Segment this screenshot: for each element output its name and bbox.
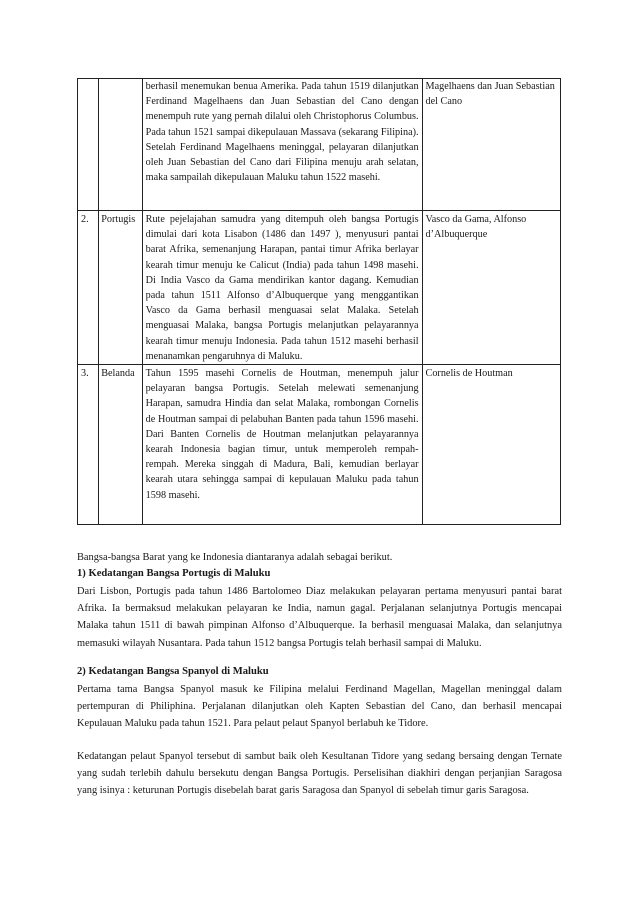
nation-cell <box>99 79 142 211</box>
figures-cell: Vasco da Gama, Alfonso d’Albuquerque <box>422 211 560 365</box>
table-row <box>78 211 561 365</box>
table-row <box>78 79 561 211</box>
section-1-heading: 1) Kedatangan Bangsa Portugis di Maluku <box>77 568 271 579</box>
description-cell: Rute pejelajahan samudra yang ditempuh oleh bangsa Portugis dimulai dari kota Lisabon (1486 dan 1497 ), menyusuri pantai barat Afrika, semenanjung Harapan, pantai timur Afrika berlayar kearah timur menuju ke Calicut (India) pada tahun 1498 masehi. Di India Vasco da Gama mendirikan kantor dagang. Kemudian pada tahun 1511 Alfonso d’Albuquerque yang menggantikan Vasco da Gama berhasil menguasai selat Malaka. Setelah menguasai Malaka, bangsa Portugis melanjutkan pelayarannya kearah timur menuju Indonesia. Pada tahun 1512 masehi berhasil menanamkan pengaruhnya di Maluku. <box>142 211 422 365</box>
nation-cell: Belanda <box>99 365 142 525</box>
row-number <box>78 79 99 211</box>
section-2-heading: 2) Kedatangan Bangsa Spanyol di Maluku <box>77 666 269 677</box>
table-row <box>78 365 561 525</box>
figures-cell: Cornelis de Houtman <box>422 365 560 525</box>
description-cell: Tahun 1595 masehi Cornelis de Houtman, menempuh jalur pelayaran bangsa Portugis. Setelah melewati semenanjung Harapan, samudra Hindia dan selat Malaka, rombongan Cornelis de Houtman sampai di pelabuhan Banten pada tahun 1596 masehi. Dari Banten Cornelis de Houtman melanjutkan pelayarannya kearah Indonesia bagian timur, untuk memperoleh rempah-rempah. Mereka singgah di Madura, Bali, kemudian berlayar kearah utara sehingga sampai di kepulauan Maluku pada tahun 1598 masehi. <box>142 365 422 525</box>
section-2-paragraph: Pertama tama Bangsa Spanyol masuk ke Filipina melalui Ferdinand Magellan, Magellan meninggal dalam pertempuran di Philiphina. Perjalanan dilanjutkan oleh Kapten Sebastian del Cano, dan berhasil mencapai Kepulauan Maluku pada tahun 1521. Para pelaut pelaut Spanyol berlabuh ke Tidore. <box>77 684 562 730</box>
row-number: 3. <box>78 365 99 525</box>
section-1-paragraph: Dari Lisbon, Portugis pada tahun 1486 Bartolomeo Diaz melakukan pelayaran pertama menyusuri pantai barat Afrika. Ia bermaksud melakukan pelayaran ke India, namun gagal. Perjalanan selanjutnya Portugis mencapai Malaka tahun 1511 di bawah pimpinan Alfonso d’Albuquerque. Ia berhasil menguasai Malaka, dan selanjutnya memasuki wilayah Nusantara. Pada tahun 1512 bangsa Portugis telah berhasil sampai di Maluku. <box>77 586 562 649</box>
history-table <box>77 78 561 525</box>
description-cell: berhasil menemukan benua Amerika. Pada tahun 1519 dilanjutkan Ferdinand Magelhaens dan Juan Sebastian del Cano dengan menempuh rute yang pernah dilalui oleh Christophorus Columbus. Pada tahun 1521 sampai dikepulauan Massava (sekarang Filipina). Setelah Ferdinand Magelhaens meninggal, pelayaran dilanjutkan oleh Juan Sebastian del Cano dari Filipina menuju arah selatan, maka sampailah dikepulauan Maluku tahun 1522 masehi. <box>142 79 422 211</box>
figures-cell: Magelhaens dan Juan Sebastian del Cano <box>422 79 560 211</box>
intro-paragraph: Bangsa-bangsa Barat yang ke Indonesia diantaranya adalah sebagai berikut. <box>77 552 393 563</box>
nation-cell: Portugis <box>99 211 142 365</box>
row-number: 2. <box>78 211 99 365</box>
section-2-paragraph-2: Kedatangan pelaut Spanyol tersebut di sambut baik oleh Kesultanan Tidore yang sedang bersaing dengan Ternate yang sudah terlebih dahulu bersekutu dengan Bangsa Portugis. Perselisihan diakhiri dengan perjanjian Saragosa yang isinya : keturunan Portugis disebelah barat garis Saragosa dan Spanyol di sebelah timur garis Saragosa. <box>77 751 562 797</box>
